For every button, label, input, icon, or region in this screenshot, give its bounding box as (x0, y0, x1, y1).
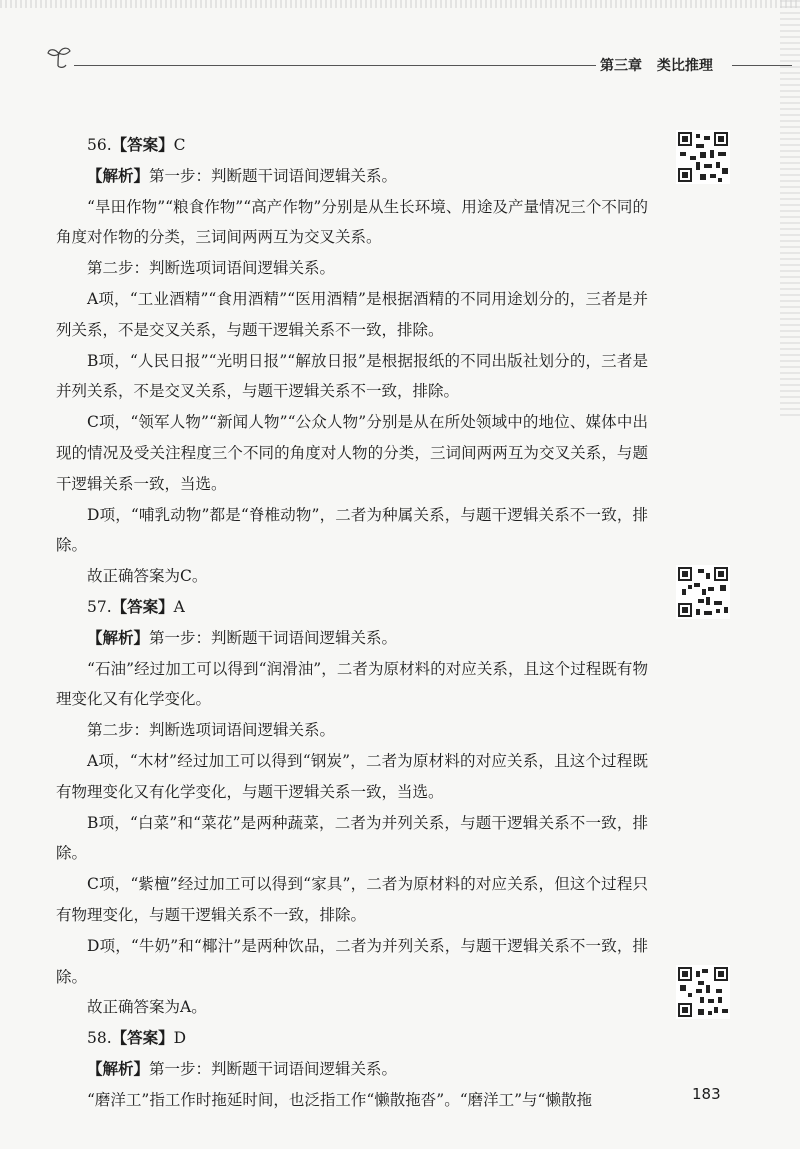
answer-line (56, 592, 648, 623)
question-number: 57. (87, 597, 112, 616)
page-number: 183 (692, 1085, 721, 1103)
answer-value: D (173, 1029, 187, 1048)
body-paragraph: D项，“牛奶”和“椰汁”是两种饮品，二者为并列关系，与题干逻辑关系不一致，排除。 (56, 936, 648, 986)
answer-line (56, 1023, 648, 1054)
body-paragraph: A项，“木材”经过加工可以得到“钢炭”，二者为原材料的对应关系，且这个过程既有物理变化又有化学变化，与题干逻辑关系一致，当选。 (56, 751, 648, 801)
chapter-title (596, 55, 717, 75)
page-header (44, 44, 792, 74)
qr-code-icon (676, 130, 730, 184)
body-paragraph: 故正确答案为A。 (87, 998, 207, 1017)
analysis-text: 第一步：判断题干词语间逻辑关系。 (149, 166, 398, 185)
body-paragraph: B项，“人民日报”“光明日报”“解放日报”是根据报纸的不同出版社划分的，三者是并列关系，不是交叉关系，与题干逻辑关系不一致，排除。 (56, 351, 648, 401)
sprout-icon (44, 44, 74, 74)
answer-value: C (173, 136, 186, 154)
answer-label: 【答案】 (111, 597, 174, 616)
header-rule-right (732, 65, 792, 66)
body-paragraph: D项，“哺乳动物”都是“脊椎动物”，二者为种属关系，与题干逻辑关系不一致，排除。 (56, 505, 648, 555)
body-paragraph: “旱田作物”“粮食作物”“高产作物”分别是从生长环境、用途及产量情况三个不同的角度对作物的分类，三词间两两互为交叉关系。 (56, 197, 648, 247)
qr-code-icon (676, 965, 730, 1019)
body-paragraph: “磨洋工”指工作时拖延时间，也泛指工作“懒散拖沓”。“磨洋工”与“懒散拖 (87, 1090, 592, 1109)
body-paragraph: 故正确答案为C。 (87, 567, 208, 586)
body-paragraph: A项，“工业酒精”“食用酒精”“医用酒精”是根据酒精的不同用途划分的，三者是并列关系，不是交叉关系，与题干逻辑关系不一致，排除。 (56, 289, 648, 339)
body-paragraph: 第二步：判断选项词语间逻辑关系。 (87, 259, 336, 278)
answer-line (56, 130, 648, 161)
body-paragraph: C项，“领军人物”“新闻人物”“公众人物”分别是从在所处领域中的地位、媒体中出现的情况及受关注程度三个不同的角度对人物的分类，三词间两两互为交叉关系，与题干逻辑关系一致，当选。 (56, 413, 648, 493)
analysis-line (56, 623, 648, 654)
answer-value: A (173, 597, 185, 616)
analysis-line (56, 1054, 648, 1085)
page-content (56, 130, 648, 1116)
analysis-text: 第一步：判断题干词语间逻辑关系。 (149, 628, 398, 647)
body-paragraph: B项，“白菜”和“菜花”是两种蔬菜，二者为并列关系，与题干逻辑关系不一致，排除。 (56, 813, 648, 863)
header-rule-left (74, 65, 632, 66)
analysis-line (56, 161, 648, 192)
chapter-number: 第三章 (600, 58, 642, 74)
analysis-label: 【解析】 (87, 628, 150, 647)
qr-code-icon (676, 565, 730, 619)
body-paragraph: “石油”经过加工可以得到“润滑油”，二者为原材料的对应关系，且这个过程既有物理变化又有化学变化。 (56, 659, 648, 709)
analysis-text: 第一步：判断题干词语间逻辑关系。 (149, 1059, 398, 1078)
analysis-label: 【解析】 (87, 1059, 150, 1078)
question-number: 56. (87, 136, 112, 154)
answer-label: 【答案】 (111, 136, 174, 154)
section-title: 类比推理 (656, 58, 713, 74)
answer-label: 【答案】 (111, 1029, 174, 1048)
body-paragraph: 第二步：判断选项词语间逻辑关系。 (87, 721, 336, 740)
scan-edge-top (0, 0, 800, 8)
analysis-label: 【解析】 (87, 166, 150, 185)
question-number: 58. (87, 1029, 112, 1048)
body-paragraph: C项，“紫檀”经过加工可以得到“家具”，二者为原材料的对应关系，但这个过程只有物理变化，与题干逻辑关系不一致，排除。 (56, 875, 648, 924)
